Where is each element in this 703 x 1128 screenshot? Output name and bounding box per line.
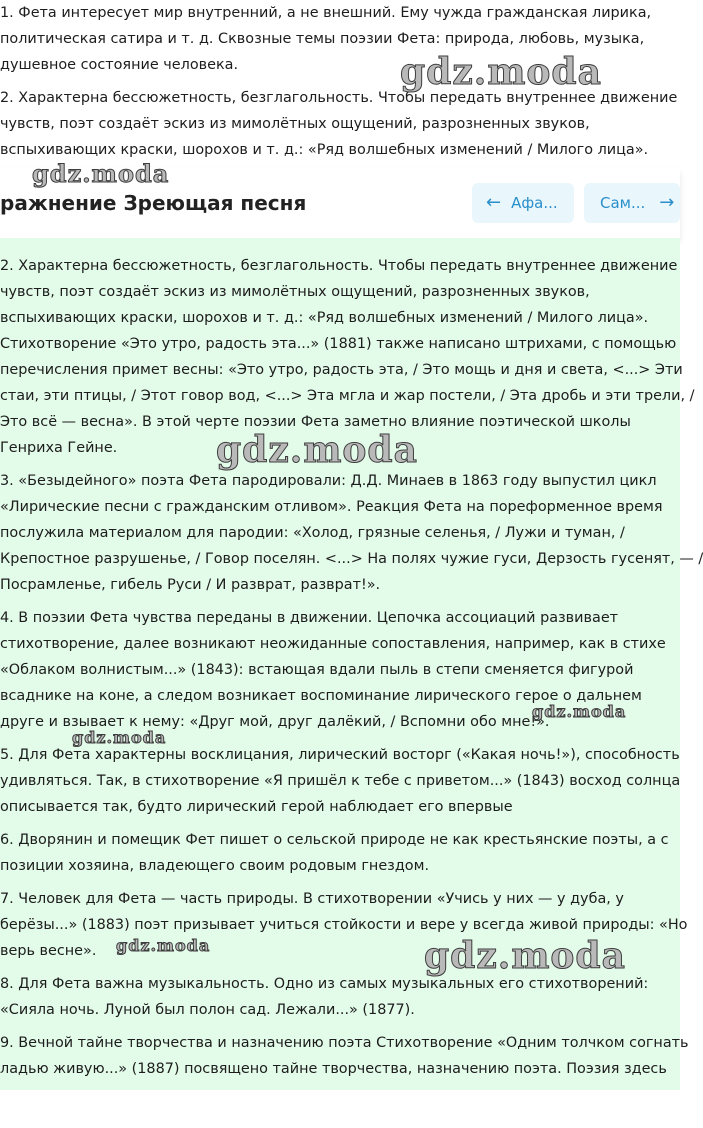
previous-exercise-button[interactable] (472, 183, 574, 223)
previous-text-section (0, 0, 680, 180)
watermark: gdz.moda (216, 429, 418, 471)
page-title: ражнение Зреющая песня (0, 191, 307, 215)
watermark: gdz.moda (72, 728, 167, 747)
text-line: берёзы...» (1883) поэт призывает учиться стойкости и вере у всегда живой природы: «Но (0, 917, 688, 933)
text-line: позиции хозяина, владеющего своим родовым гнездом. (0, 858, 430, 874)
text-line: «Лирические песни с гражданским отливом». Реакция Фета на пореформенное время (0, 499, 663, 515)
text-line: верь весне». (0, 943, 97, 959)
text-line: чувств, поэт создаёт эскиз из мимолётных ощущений, разрозненных звуков, (0, 284, 590, 300)
text-line: перечисления примет весны: «Это утро, радость эта, / Это мощь и дня и света, <...> Эти (0, 362, 683, 378)
text-line: 6. Дворянин и помещик Фет пишет о сельской природе не как крестьянские поэты, а с (0, 832, 669, 848)
next-exercise-label: Сам... (600, 194, 646, 212)
watermark: gdz.moda (532, 702, 627, 721)
watermark: gdz.moda (116, 936, 211, 955)
text-line: 1. Фета интересует мир внутренний, а не внешний. Ему чужда гражданская лирика, (0, 5, 652, 21)
text-line: всаднике на коне, а следом возникает воспоминание лирического герое о дальнем (0, 688, 642, 704)
arrow-left-icon: ← (486, 192, 502, 213)
page-bottom (0, 1090, 680, 1128)
text-line: 4. В поэзии Фета чувства переданы в движении. Цепочка ассоциаций развивает (0, 610, 619, 626)
text-line: 2. Характерна бессюжетность, безглагольность. Чтобы передать внутреннее движение (0, 258, 678, 274)
text-line: Генриха Гейне. (0, 440, 118, 456)
previous-exercise-label: Афа... (511, 194, 558, 212)
text-line: вспыхивающих краски, шорохов и т. д.: «Ряд волшебных изменений / Милого лица». (0, 310, 649, 326)
text-line: чувств, поэт создаёт эскиз из мимолётных ощущений, разрозненных звуков, (0, 116, 590, 132)
text-line: стаи, эти птицы, / Этот говор вод, <...> Эта мгла и жар постели, / Эта дробь и эти трели, / (0, 388, 695, 404)
text-line: Крепостное разрушенье, / Говор поселян. <...> На полях чужие гуси, Дерзость гусенят, — / (0, 551, 703, 567)
watermark: gdz.moda (32, 159, 170, 188)
next-exercise-button[interactable] (584, 183, 680, 223)
text-line: удивляться. Так, в стихотворение «Я пришёл к тебе с приветом...» (1843) восход солнца (0, 773, 681, 789)
text-line: «Сияла ночь. Луной был полон сад. Лежали...» (1877). (0, 1002, 415, 1018)
watermark: gdz.moda (400, 51, 602, 93)
arrow-right-icon: → (659, 192, 675, 213)
watermark: gdz.moda (424, 935, 626, 977)
text-line: душевное состояние человека. (0, 57, 239, 73)
text-line: ладью живую...» (1887) посвящено тайне творчества, назначению поэта. Поэзия здесь (0, 1061, 667, 1077)
text-line: послужила материалом для пародии: «Холод, грязные селенья, / Лужи и туман, / (0, 525, 625, 541)
text-line: 3. «Безыдейного» поэта Фета пародировали: Д.Д. Минаев в 1863 году выпустил цикл (0, 473, 657, 489)
text-line: 8. Для Фета важна музыкальность. Одно из самых музыкальных его стихотворений: (0, 976, 649, 992)
text-line: «Облаком волнистым...» (1843): встающая вдали пыль в степи сменяется фигурой (0, 662, 634, 678)
text-line: 2. Характерна бессюжетность, безглагольность. Чтобы передать внутреннее движение (0, 90, 678, 106)
text-line: 5. Для Фета характерны восклицания, лирический восторг («Какая ночь!»), способность (0, 747, 680, 763)
text-line: 9. Вечной тайне творчества и назначению поэта Стихотворение «Одним толчком согнать (0, 1035, 689, 1051)
text-line: вспыхивающих краски, шорохов и т. д.: «Ряд волшебных изменений / Милого лица». (0, 142, 649, 158)
text-line: 7. Человек для Фета — часть природы. В стихотворении «Учись у них — у дуба, у (0, 891, 624, 907)
text-line: стихотворение, далее возникают неожиданные сопоставления, например, как в стихе (0, 636, 666, 652)
text-line: друге и взывает к нему: «Друг мой, друг далёкий, / Вспомни обо мне!». (0, 714, 550, 730)
text-line: описывается так, будто лирический герой наблюдает его впервые (0, 799, 513, 815)
answer-content (0, 238, 703, 1090)
text-line: политическая сатира и т. д. Сквозные темы поэзии Фета: природа, любовь, музыка, (0, 31, 645, 47)
exercise-header (0, 159, 680, 238)
text-line: Это всё — весна». В этой черте поэзии Фета заметно влияние поэтической школы (0, 414, 631, 430)
text-line: Стихотворение «Это утро, радость эта...» (1881) также написано штрихами, с помощью (0, 336, 677, 352)
text-line: Посрамленье, гибель Руси / И разврат, разврат!». (0, 577, 381, 593)
